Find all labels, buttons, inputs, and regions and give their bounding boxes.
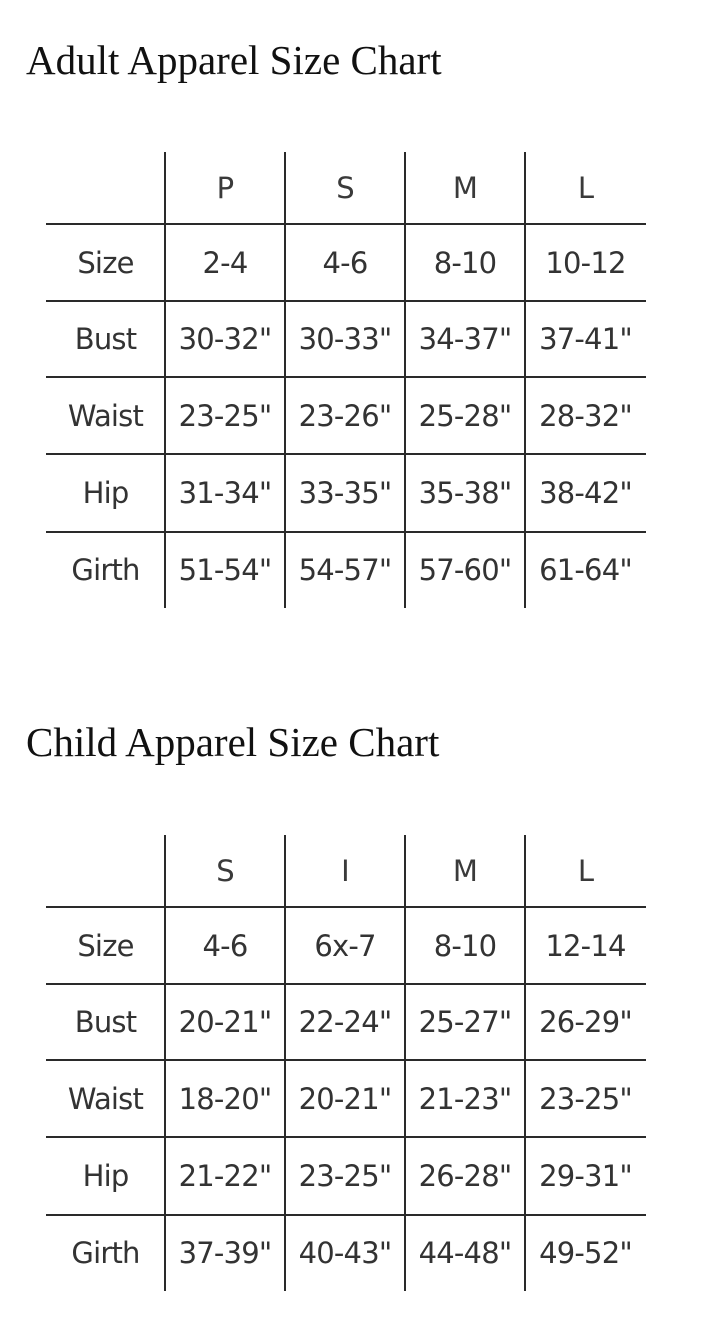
adult-size-value: 54-57" xyxy=(298,553,392,587)
adult-column-header: M xyxy=(452,171,478,205)
adult-size-value: 61-64" xyxy=(539,553,632,587)
child-size-value: 23-25" xyxy=(539,1081,632,1116)
child-size-value: 25-27" xyxy=(418,1005,512,1039)
child-size-value: 26-29" xyxy=(539,1005,632,1039)
child-column-header: M xyxy=(452,854,478,888)
child-size-value: 20-21" xyxy=(178,1005,272,1039)
child-chart-title: Child Apparel Size Chart xyxy=(26,719,440,765)
adult-column-header: S xyxy=(336,171,354,205)
adult-size-value: 34-37" xyxy=(418,322,512,356)
child-row-label: Hip xyxy=(82,1159,129,1193)
child-size-value: 22-24" xyxy=(298,1005,392,1039)
child-row-label: Bust xyxy=(74,1005,137,1039)
child-size-value: 6x-7 xyxy=(314,928,376,963)
child-size-value: 40-43" xyxy=(298,1236,392,1270)
child-size-value: 18-20" xyxy=(178,1081,272,1116)
adult-size-value: 33-35" xyxy=(298,476,392,510)
adult-size-value: 8-10 xyxy=(433,245,497,280)
adult-row-label: Size xyxy=(77,245,134,280)
child-size-value: 20-21" xyxy=(298,1081,392,1116)
adult-column-header: L xyxy=(577,171,594,205)
child-size-value: 49-52" xyxy=(539,1236,632,1270)
child-size-table xyxy=(46,835,646,1291)
adult-size-table xyxy=(46,152,646,608)
adult-row-label: Girth xyxy=(71,553,140,587)
adult-row-label: Bust xyxy=(74,322,137,356)
adult-size-value: 2-4 xyxy=(202,245,248,280)
child-size-value: 29-31" xyxy=(539,1159,632,1193)
adult-size-value: 25-28" xyxy=(418,398,512,433)
child-size-value: 21-22" xyxy=(178,1159,272,1193)
child-size-value: 37-39" xyxy=(178,1236,272,1270)
adult-size-value: 10-12 xyxy=(545,245,626,280)
child-size-value: 8-10 xyxy=(433,928,497,963)
child-size-value: 21-23" xyxy=(418,1081,512,1116)
adult-size-value: 30-32" xyxy=(178,322,272,356)
adult-size-value: 23-26" xyxy=(298,398,392,433)
adult-size-value: 30-33" xyxy=(298,322,392,356)
adult-chart-title: Adult Apparel Size Chart xyxy=(26,37,442,83)
adult-size-value: 37-41" xyxy=(539,322,632,356)
adult-column-header: P xyxy=(216,171,234,205)
child-size-value: 44-48" xyxy=(418,1236,512,1270)
child-row-label: Size xyxy=(77,928,134,963)
adult-size-value: 35-38" xyxy=(418,476,512,510)
child-column-header: L xyxy=(577,854,594,888)
child-size-value: 23-25" xyxy=(298,1159,392,1193)
adult-size-value: 38-42" xyxy=(539,476,632,510)
child-size-value: 26-28" xyxy=(418,1159,512,1193)
child-column-header: S xyxy=(216,854,234,888)
child-size-value: 12-14 xyxy=(545,928,626,963)
child-row-label: Waist xyxy=(67,1081,144,1116)
adult-size-value: 23-25" xyxy=(178,398,272,433)
adult-size-value: 4-6 xyxy=(322,245,368,280)
adult-row-label: Hip xyxy=(82,476,129,510)
adult-size-value: 28-32" xyxy=(539,398,632,433)
adult-size-value: 51-54" xyxy=(178,553,272,587)
adult-row-label: Waist xyxy=(67,398,144,433)
adult-size-value: 31-34" xyxy=(178,476,272,510)
child-row-label: Girth xyxy=(71,1236,140,1270)
child-size-value: 4-6 xyxy=(202,928,248,963)
child-column-header: I xyxy=(341,854,349,888)
adult-size-value: 57-60" xyxy=(418,553,512,587)
